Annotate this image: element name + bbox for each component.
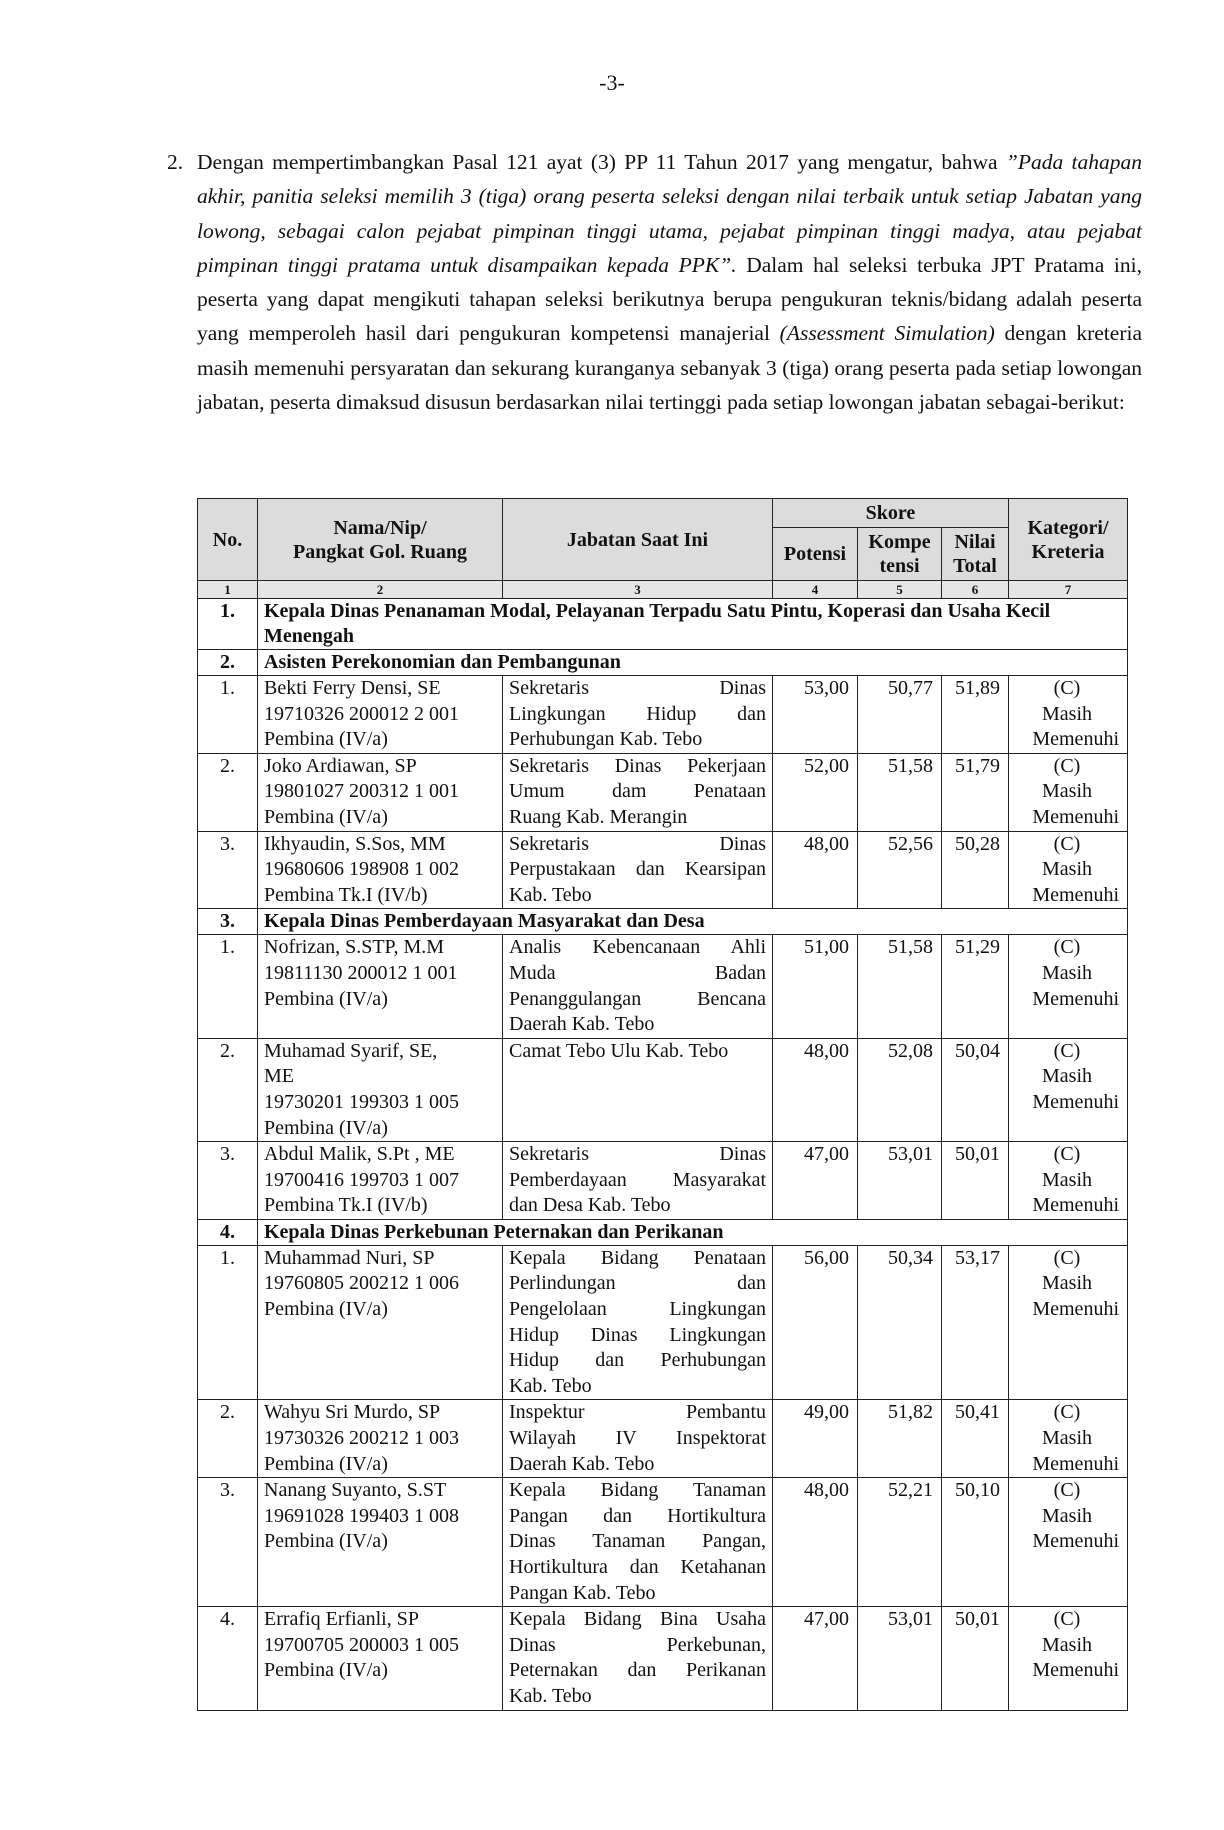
candidate-line: 19680606 198908 1 002 (264, 858, 459, 881)
candidate-identity (258, 676, 503, 754)
paragraph-text-3: dengan kreteria masih memenuhi persyaratan dan sekurang kuranganya sebanyak 3 (tiga) orang peserta pada setiap lowongan jabatan, peserta dimaksud disusun berdasarkan nilai tertinggi pada setiap lowongan jabatan sebagai-berikut: (197, 321, 1142, 415)
candidate-line: Pembina (IV/a) (264, 728, 388, 751)
category-line: Memenuhi (1032, 1452, 1119, 1475)
score-nilai-total: 50,41 (942, 1400, 1009, 1478)
group-row (198, 1219, 1128, 1245)
paragraph-text-1: Dengan mempertimbangkan Pasal 121 ayat (3) PP 11 Tahun 2017 yang mengatur, bahwa (197, 150, 1006, 174)
table-row (198, 753, 1128, 831)
position-line: Kab. Tebo (509, 883, 592, 906)
candidate-line: Pembina (IV/a) (264, 805, 388, 828)
column-number: 3 (503, 581, 773, 599)
category-line: (C) (1053, 936, 1081, 959)
position-line: Perlindungan dan (509, 1272, 766, 1295)
paragraph-number: 2. (167, 150, 184, 174)
position-line: Hidup Dinas Lingkungan (509, 1323, 766, 1346)
header-nilai-total: Nilai Total (942, 528, 1009, 581)
header-kompetensi: Kompe tensi (858, 528, 942, 581)
group-row (198, 650, 1128, 676)
score-kompetensi: 50,77 (858, 676, 942, 754)
group-number: 4. (198, 1219, 258, 1245)
score-kompetensi: 53,01 (858, 1142, 942, 1220)
position-line: Camat Tebo Ulu Kab. Tebo (509, 1039, 729, 1062)
column-number: 4 (773, 581, 858, 599)
candidate-line: 19730201 199303 1 005 (264, 1090, 459, 1113)
position-line: Wilayah IV Inspektorat (509, 1427, 766, 1450)
paragraph-2 (167, 145, 1142, 419)
category-line: Masih (1042, 1633, 1092, 1656)
score-kompetensi: 51,82 (858, 1400, 942, 1478)
column-number: 2 (258, 581, 503, 599)
position-line: Kepala Bidang Penataan (509, 1246, 766, 1269)
candidate-identity (258, 831, 503, 909)
candidate-identity (258, 935, 503, 1038)
position-line: Daerah Kab. Tebo (509, 1013, 655, 1036)
category (1009, 1038, 1128, 1141)
category-line: Memenuhi (1032, 1659, 1119, 1682)
category (1009, 1245, 1128, 1400)
score-potensi: 52,00 (773, 753, 858, 831)
page-number: -3- (599, 70, 625, 95)
row-number: 2. (198, 1400, 258, 1478)
category-line: Masih (1042, 1427, 1092, 1450)
score-kompetensi: 53,01 (858, 1607, 942, 1710)
candidate-line: 19691028 199403 1 008 (264, 1504, 459, 1527)
candidate-line: 19811130 200012 1 001 (264, 961, 458, 984)
candidate-identity (258, 1478, 503, 1607)
candidate-line: Joko Ardiawan, SP (264, 754, 417, 777)
category (1009, 1607, 1128, 1710)
candidate-identity (258, 1142, 503, 1220)
score-kompetensi: 52,56 (858, 831, 942, 909)
category-line: (C) (1053, 677, 1081, 699)
group-title: Kepala Dinas Perkebunan Peternakan dan Perikanan (258, 1219, 1128, 1245)
position-line: Hortikultura dan Ketahanan (509, 1556, 766, 1578)
position-line: Lingkungan Hidup dan (509, 702, 766, 725)
position-line: Muda Badan (509, 961, 766, 984)
header-skore: Skore (773, 499, 1009, 528)
score-nilai-total: 50,04 (942, 1038, 1009, 1141)
category-line: Masih (1042, 858, 1092, 881)
candidate-line: Pembina (IV/a) (264, 1298, 388, 1321)
category (1009, 753, 1128, 831)
category (1009, 676, 1128, 754)
column-number: 7 (1009, 581, 1128, 599)
row-number: 3. (198, 1478, 258, 1607)
position-line: Sekretaris Dinas (509, 832, 766, 855)
category-line: (C) (1053, 1401, 1081, 1424)
candidate-line: 19700416 199703 1 007 (264, 1168, 459, 1191)
candidate-line: Pembina (IV/a) (264, 1530, 388, 1553)
category-line: (C) (1053, 832, 1081, 855)
candidate-line: Nanang Suyanto, S.ST (264, 1479, 447, 1502)
table-row (198, 1478, 1128, 1607)
group-row (198, 599, 1128, 650)
position-line: Ruang Kab. Merangin (509, 805, 688, 828)
current-position (503, 1245, 773, 1400)
paragraph-text-2: Dalam hal seleksi terbuka JPT Pratama ini, peserta yang dapat mengikuti tahapan seleksi berikutnya berupa pengukuran teknis/bidang adalah peserta yang memperoleh hasil dari pengukuran kompetensi manajerial (197, 252, 1142, 346)
candidate-line: Pembina (IV/a) (264, 987, 388, 1010)
category-line: Masih (1042, 1504, 1092, 1527)
current-position (503, 1478, 773, 1607)
position-line: Perhubungan Kab. Tebo (509, 728, 703, 751)
category-line: (C) (1053, 1039, 1081, 1062)
candidate-line: ME (264, 1065, 294, 1088)
group-title: Kepala Dinas Penanaman Modal, Pelayanan Terpadu Satu Pintu, Koperasi dan Usaha Kecil Menengah (258, 599, 1128, 650)
score-nilai-total: 51,89 (942, 676, 1009, 754)
column-number-row (198, 581, 1128, 599)
current-position (503, 753, 773, 831)
category-line: Memenuhi (1032, 805, 1119, 828)
score-kompetensi: 50,34 (858, 1245, 942, 1400)
category-line: (C) (1053, 754, 1081, 777)
candidate-line: Abdul Malik, S.Pt , ME (264, 1143, 455, 1166)
category-line: Memenuhi (1032, 1298, 1119, 1321)
candidate-line: Pembina Tk.I (IV/b) (264, 883, 428, 906)
paragraph-quote: ”Pada tahapan akhir, panitia seleksi memilih 3 (tiga) orang peserta seleksi dengan nilai terbaik untuk setiap Jabatan yang lowong, sebagai calon pejabat pimpinan tinggi utama, pejabat pimpinan tinggi madya, atau pejabat pimpinan tinggi pratama untuk disampaikan kepada PPK”. (197, 150, 1142, 277)
category (1009, 1478, 1128, 1607)
paragraph-italic-term: (Assessment Simulation) (779, 321, 995, 346)
score-kompetensi: 51,58 (858, 935, 942, 1038)
table-row (198, 1245, 1128, 1400)
category (1009, 1400, 1128, 1478)
column-number: 6 (942, 581, 1009, 599)
score-nilai-total: 50,10 (942, 1478, 1009, 1607)
candidate-identity (258, 1245, 503, 1400)
current-position (503, 831, 773, 909)
table-row (198, 1038, 1128, 1141)
category-line: Memenuhi (1032, 987, 1119, 1010)
current-position (503, 935, 773, 1038)
category-line: Masih (1042, 1065, 1092, 1088)
score-potensi: 56,00 (773, 1245, 858, 1400)
selection-results-table (197, 498, 1128, 1711)
position-line: Kab. Tebo (509, 1684, 592, 1707)
current-position (503, 1038, 773, 1141)
score-potensi: 47,00 (773, 1142, 858, 1220)
table-body (198, 599, 1128, 1711)
row-number: 1. (198, 935, 258, 1038)
position-line: Pengelolaan Lingkungan (509, 1298, 766, 1321)
candidate-line: 19760805 200212 1 006 (264, 1272, 459, 1295)
table-row (198, 935, 1128, 1038)
group-number: 2. (198, 650, 258, 676)
category-line: Masih (1042, 1168, 1092, 1191)
current-position (503, 676, 773, 754)
category-line: Masih (1042, 1272, 1092, 1295)
score-kompetensi: 52,08 (858, 1038, 942, 1141)
group-title: Asisten Perekonomian dan Pembangunan (258, 650, 1128, 676)
row-number: 1. (198, 676, 258, 754)
position-line: Analis Kebencanaan Ahli (509, 936, 766, 959)
position-line: Pangan dan Hortikultura (509, 1504, 766, 1527)
candidate-line: Ikhyaudin, S.Sos, MM (264, 832, 446, 855)
position-line: Pangan Kab. Tebo (509, 1581, 656, 1604)
group-number: 3. (198, 909, 258, 935)
group-row (198, 909, 1128, 935)
position-line: Hidup dan Perhubungan (509, 1349, 766, 1372)
table-row (198, 1400, 1128, 1478)
score-potensi: 48,00 (773, 831, 858, 909)
score-potensi: 49,00 (773, 1400, 858, 1478)
score-potensi: 51,00 (773, 935, 858, 1038)
score-nilai-total: 51,29 (942, 935, 1009, 1038)
current-position (503, 1400, 773, 1478)
score-nilai-total: 50,01 (942, 1607, 1009, 1710)
candidate-line: Bekti Ferry Densi, SE (264, 677, 441, 699)
candidate-identity (258, 1400, 503, 1478)
position-line: Kepala Bidang Bina Usaha (509, 1608, 766, 1631)
position-line: Daerah Kab. Tebo (509, 1452, 655, 1475)
table-row (198, 1607, 1128, 1710)
table-row (198, 831, 1128, 909)
position-line: Sekretaris Dinas (509, 1143, 766, 1166)
candidate-line: Wahyu Sri Murdo, SP (264, 1401, 441, 1424)
score-kompetensi: 51,58 (858, 753, 942, 831)
candidate-identity (258, 753, 503, 831)
position-line: Sekretaris Dinas Pekerjaan (509, 754, 766, 777)
header-kategori: Kategori/ Kreteria (1009, 499, 1128, 581)
position-line: Penanggulangan Bencana (509, 987, 766, 1010)
candidate-line: Pembina (IV/a) (264, 1116, 388, 1139)
score-nilai-total: 50,01 (942, 1142, 1009, 1220)
row-number: 4. (198, 1607, 258, 1710)
table-header (198, 499, 1128, 599)
position-line: Kepala Bidang Tanaman (509, 1479, 766, 1502)
score-potensi: 48,00 (773, 1038, 858, 1141)
category (1009, 831, 1128, 909)
score-nilai-total: 50,28 (942, 831, 1009, 909)
category-line: Memenuhi (1032, 1530, 1119, 1553)
category-line: Masih (1042, 961, 1092, 984)
header-jabatan: Jabatan Saat Ini (503, 499, 773, 581)
header-potensi: Potensi (773, 528, 858, 581)
category-line: Memenuhi (1032, 1090, 1119, 1113)
position-line: Inspektur Pembantu (509, 1401, 766, 1424)
column-number: 5 (858, 581, 942, 599)
candidate-line: Nofrizan, S.STP, M.M (264, 936, 445, 959)
position-line: Dinas Tanaman Pangan, (509, 1530, 766, 1553)
column-number: 1 (198, 581, 258, 599)
table-row (198, 676, 1128, 754)
position-line: Sekretaris Dinas (509, 677, 766, 699)
score-nilai-total: 51,79 (942, 753, 1009, 831)
position-line: Peternakan dan Perikanan (509, 1659, 766, 1682)
category-line: (C) (1053, 1479, 1081, 1502)
position-line: Dinas Perkebunan, (509, 1633, 766, 1656)
category-line: (C) (1053, 1608, 1081, 1631)
score-nilai-total: 53,17 (942, 1245, 1009, 1400)
category-line: (C) (1053, 1246, 1081, 1269)
category-line: Memenuhi (1032, 728, 1119, 751)
score-potensi: 48,00 (773, 1478, 858, 1607)
current-position (503, 1607, 773, 1710)
candidate-line: 19710326 200012 2 001 (264, 702, 459, 725)
candidate-line: Pembina (IV/a) (264, 1452, 388, 1475)
category-line: (C) (1053, 1143, 1081, 1166)
current-position (503, 1142, 773, 1220)
header-nama: Nama/Nip/ Pangkat Gol. Ruang (258, 499, 503, 581)
candidate-line: 19801027 200312 1 001 (264, 780, 459, 803)
category (1009, 935, 1128, 1038)
category-line: Memenuhi (1032, 883, 1119, 906)
candidate-line: Pembina Tk.I (IV/b) (264, 1194, 428, 1217)
position-line: dan Desa Kab. Tebo (509, 1194, 671, 1217)
category-line: Masih (1042, 702, 1092, 725)
category-line: Memenuhi (1032, 1194, 1119, 1217)
group-title: Kepala Dinas Pemberdayaan Masyarakat dan Desa (258, 909, 1128, 935)
candidate-identity (258, 1607, 503, 1710)
row-number: 1. (198, 1245, 258, 1400)
score-potensi: 47,00 (773, 1607, 858, 1710)
candidate-line: 19700705 200003 1 005 (264, 1633, 459, 1656)
position-line: Pemberdayaan Masyarakat (509, 1168, 766, 1191)
row-number: 3. (198, 831, 258, 909)
candidate-line: Errafiq Erfianli, SP (264, 1608, 419, 1631)
position-line: Kab. Tebo (509, 1374, 592, 1397)
candidate-line: Pembina (IV/a) (264, 1659, 388, 1682)
candidate-identity (258, 1038, 503, 1141)
header-no: No. (198, 499, 258, 581)
score-kompetensi: 52,21 (858, 1478, 942, 1607)
row-number: 2. (198, 1038, 258, 1141)
row-number: 2. (198, 753, 258, 831)
group-number: 1. (198, 599, 258, 650)
candidate-line: Muhammad Nuri, SP (264, 1246, 435, 1269)
paragraph-body (197, 145, 1142, 419)
candidate-line: Muhamad Syarif, SE, (264, 1039, 438, 1062)
category (1009, 1142, 1128, 1220)
position-line: Perpustakaan dan Kearsipan (509, 858, 766, 881)
score-potensi: 53,00 (773, 676, 858, 754)
category-line: Masih (1042, 780, 1092, 803)
candidate-line: 19730326 200212 1 003 (264, 1427, 459, 1450)
row-number: 3. (198, 1142, 258, 1220)
table-row (198, 1142, 1128, 1220)
position-line: Umum dam Penataan (509, 780, 766, 803)
